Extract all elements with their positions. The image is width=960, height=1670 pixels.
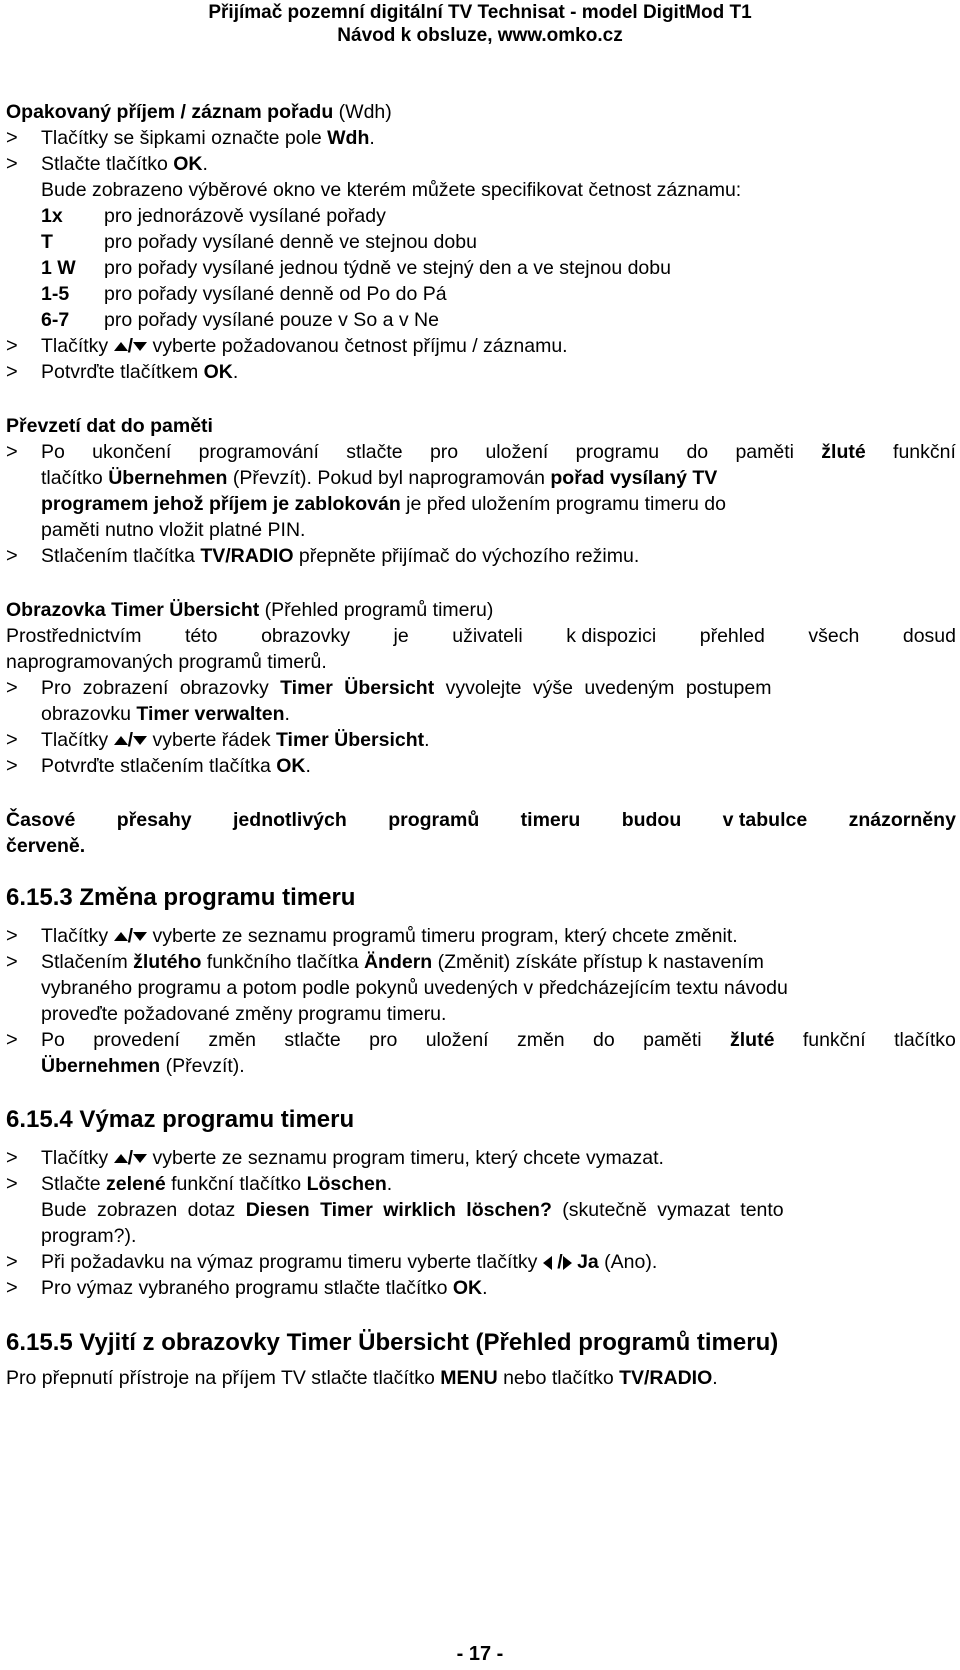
bullet-icon: > bbox=[6, 1277, 18, 1299]
bullet-icon: > bbox=[6, 1251, 18, 1273]
paragraph-line: Pro výmaz vybraného programu stlačte tlačítko OK. bbox=[41, 1277, 488, 1299]
bullet-icon: > bbox=[6, 1147, 18, 1169]
header-subtitle: Návod k obsluze, www.omko.cz bbox=[337, 25, 623, 46]
section-title-repeat: Opakovaný příjem / záznam pořadu (Wdh) bbox=[6, 101, 392, 123]
bullet-icon: > bbox=[6, 729, 18, 751]
paragraph-line: programem jehož příjem je zablokován je před uložením programu timeru do bbox=[41, 493, 726, 515]
paragraph-line: Tlačítky se šipkami označte pole Wdh. bbox=[41, 127, 375, 149]
bullet-icon: > bbox=[6, 335, 18, 357]
option-row: 1-5 pro pořady vysílané denně od Po do Pá bbox=[41, 283, 447, 305]
paragraph-line: Tlačítky / vyberte ze seznamu programů timeru program, který chcete změnit. bbox=[41, 925, 738, 947]
bullet-icon: > bbox=[6, 951, 18, 973]
bullet-icon: > bbox=[6, 677, 18, 699]
paragraph-line: Tlačítky / vyberte řádek Timer Übersicht. bbox=[41, 729, 430, 751]
arrow-down-icon bbox=[133, 736, 147, 745]
arrow-down-icon bbox=[133, 932, 147, 941]
section-heading-6-15-4: 6.15.4 Výmaz programu timeru bbox=[6, 1106, 355, 1133]
option-row: T pro pořady vysílané denně ve stejnou dobu bbox=[41, 231, 477, 253]
arrow-up-icon bbox=[114, 1154, 128, 1163]
arrow-up-icon bbox=[114, 342, 128, 351]
paragraph-line: Stlačte tlačítko OK. bbox=[41, 153, 208, 175]
bullet-icon: > bbox=[6, 1029, 18, 1051]
bullet-icon: > bbox=[6, 1173, 18, 1195]
paragraph-line: červeně. bbox=[6, 835, 86, 857]
paragraph-line: Stlačením tlačítka TV/RADIO přepněte přijímač do výchozího režimu. bbox=[41, 545, 640, 567]
paragraph-line: Tlačítky / vyberte požadovanou četnost příjmu / záznamu. bbox=[41, 335, 568, 357]
paragraph-line: program?). bbox=[41, 1225, 137, 1247]
paragraph-line-justified: Po ukončení programování stlačte pro uložení programu do paměti žluté funkční bbox=[41, 441, 956, 463]
bullet-icon: > bbox=[6, 545, 18, 567]
paragraph-line-justified: Po provedení změn stlačte pro uložení změn do paměti žluté funkční tlačítko bbox=[41, 1029, 956, 1051]
header-title: Přijímač pozemní digitální TV Technisat - model DigitMod T1 bbox=[208, 2, 752, 23]
arrow-down-icon bbox=[133, 342, 147, 351]
option-row: 1x pro jednorázově vysílané pořady bbox=[41, 205, 386, 227]
bullet-icon: > bbox=[6, 127, 18, 149]
section-heading-6-15-3: 6.15.3 Změna programu timeru bbox=[6, 884, 356, 911]
paragraph-line: Pro přepnutí přístroje na příjem TV stlačte tlačítko MENU nebo tlačítko TV/RADIO. bbox=[6, 1367, 718, 1389]
bullet-icon: > bbox=[6, 925, 18, 947]
arrow-right-icon bbox=[563, 1256, 572, 1270]
paragraph-line: proveďte požadované změny programu timeru. bbox=[41, 1003, 447, 1025]
paragraph-line: obrazovku Timer verwalten. bbox=[41, 703, 290, 725]
paragraph-line: paměti nutno vložit platné PIN. bbox=[41, 519, 306, 541]
arrow-up-icon bbox=[114, 932, 128, 941]
bullet-icon: > bbox=[6, 441, 18, 463]
section-heading-6-15-5: 6.15.5 Vyjití z obrazovky Timer Übersicht (Přehled programů timeru) bbox=[6, 1329, 779, 1356]
page-number: - 17 - bbox=[456, 1643, 504, 1665]
paragraph-line: Potvrďte stlačením tlačítka OK. bbox=[41, 755, 311, 777]
paragraph-line: vybraného programu a potom podle pokynů uvedených v předcházejícím textu návodu bbox=[41, 977, 788, 999]
section-title-store: Převzetí dat do paměti bbox=[6, 415, 213, 437]
bullet-icon: > bbox=[6, 153, 18, 175]
paragraph-line-justified: Časové přesahy jednotlivých programů timeru budou v tabulce znázorněny bbox=[6, 809, 956, 831]
paragraph-line: Stlačte zelené funkční tlačítko Löschen. bbox=[41, 1173, 393, 1195]
paragraph-line: naprogramovaných programů timerů. bbox=[6, 651, 327, 673]
paragraph-line-justified: Prostřednictvím této obrazovky je uživateli k dispozici přehled všech dosud bbox=[6, 625, 956, 647]
paragraph-line: Pro zobrazení obrazovky Timer Übersicht vyvolejte výše uvedeným postupem bbox=[41, 677, 772, 699]
arrow-left-icon bbox=[543, 1256, 552, 1270]
bullet-icon: > bbox=[6, 755, 18, 777]
paragraph-line: Bude zobrazeno výběrové okno ve kterém můžete specifikovat četnost záznamu: bbox=[41, 179, 742, 201]
option-row: 1 W pro pořady vysílané jednou týdně ve stejný den a ve stejnou dobu bbox=[41, 257, 671, 279]
arrow-down-icon bbox=[133, 1154, 147, 1163]
paragraph-line: tlačítko Übernehmen (Převzít). Pokud byl naprogramován pořad vysílaný TV bbox=[41, 467, 718, 489]
option-row: 6-7 pro pořady vysílané pouze v So a v Ne bbox=[41, 309, 439, 331]
paragraph-line: Potvrďte tlačítkem OK. bbox=[41, 361, 239, 383]
section-title-overview: Obrazovka Timer Übersicht (Přehled programů timeru) bbox=[6, 599, 494, 621]
paragraph-line: Tlačítky / vyberte ze seznamu program timeru, který chcete vymazat. bbox=[41, 1147, 664, 1169]
paragraph-line: Stlačením žlutého funkčního tlačítka Ändern (Změnit) získáte přístup k nastavením bbox=[41, 951, 764, 973]
paragraph-line: Übernehmen (Převzít). bbox=[41, 1055, 245, 1077]
arrow-up-icon bbox=[114, 736, 128, 745]
paragraph-line: Bude zobrazen dotaz Diesen Timer wirklich löschen? (skutečně vymazat tento bbox=[41, 1199, 784, 1221]
paragraph-line: Při požadavku na výmaz programu timeru vyberte tlačítky / Ja (Ano). bbox=[41, 1251, 658, 1273]
bullet-icon: > bbox=[6, 361, 18, 383]
